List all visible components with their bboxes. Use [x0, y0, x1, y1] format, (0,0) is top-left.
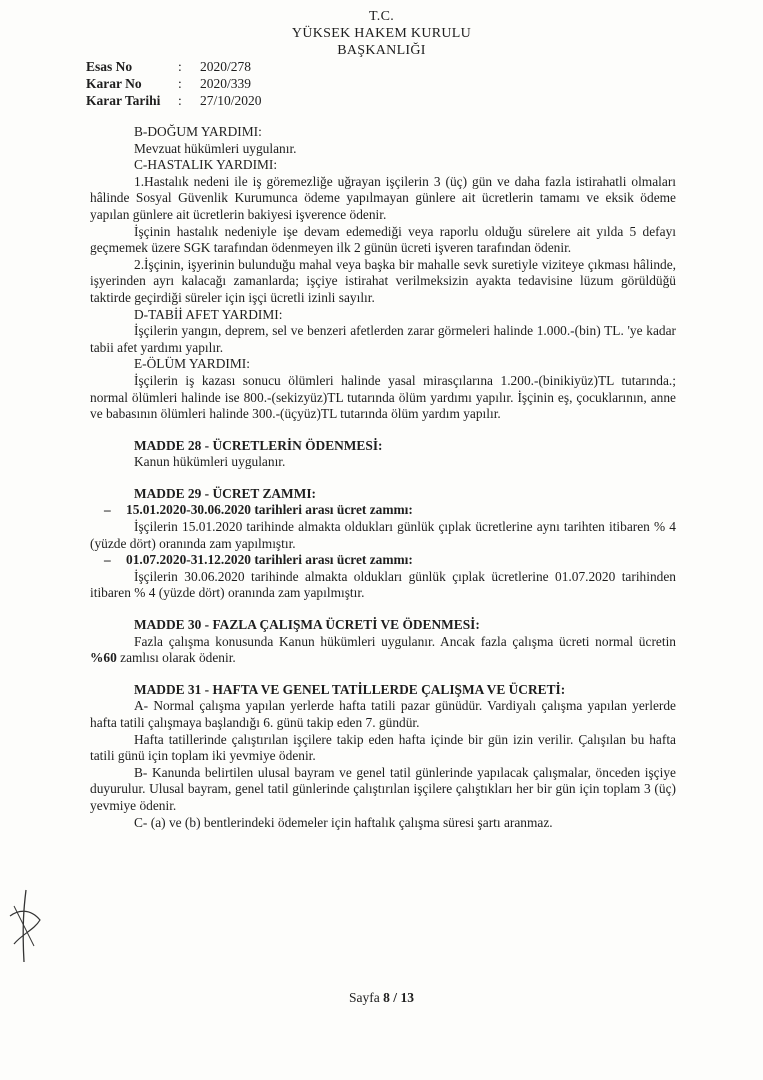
total-pages: 13: [400, 990, 414, 1005]
text-run-bold: %60: [90, 650, 117, 666]
paragraph: İşçilerin 30.06.2020 tarihinde almakta oldukları günlük çıplak ücretlerine 01.07.2020 tarihinden itibaren % 4 (yüzde dört) oranında zam yapılmıştır.: [90, 568, 676, 601]
section-heading: D-TABİİ AFET YARDIMI:: [134, 306, 283, 322]
paragraph: A- Normal çalışma yapılan yerlerde hafta tatili pazar günüdür. Vardiyalı çalışma yapılan yerlerde hafta tatili çalışmaya başlandığı 6. günü takip eden 7. gündür.: [90, 698, 676, 730]
meta-label: Esas No: [86, 59, 133, 74]
meta-row-karar: [86, 75, 262, 92]
meta-label: Karar Tarihi: [86, 93, 161, 108]
document-body: [90, 124, 676, 831]
paragraph: Hafta tatillerinde çalıştırılan işçilere takip eden hafta içinde bir gün izin verilir. Çalışılan bu hafta tatili günü için toplam iki yevmiye ödenir.: [90, 731, 676, 764]
paragraph: [90, 634, 676, 667]
footer-label: Sayfa: [349, 990, 384, 1005]
article-title-30: MADDE 30 - FAZLA ÇALIŞMA ÜCRETİ VE ÖDENMESİ:: [134, 617, 480, 633]
list-item-heading: – 01.07.2020-31.12.2020 tarihleri arası ücret zammı:: [90, 552, 676, 569]
meta-value: 27/10/2020: [200, 93, 262, 108]
paragraph: İşçinin hastalık nedeniyle işe devam edemediği veya raporlu olduğu sürelere ait yılda 5 defayı geçmemek üzere SGK tarafından ödenmeyen ilk 2 günün ücreti işveren tarafından ödenir.: [90, 223, 676, 256]
meta-row-tarih: [86, 92, 262, 109]
signature-mark: [4, 886, 48, 966]
paragraph: 1.Hastalık nedeni ile iş göremezliğe uğrayan işçilerin 3 (üç) gün ve daha fazla istirahatli olmaları hâlinde Sosyal Güvenlik Kurumunca ödeme yapılmayan günlere ait ücretlerin tamamı ve eksik ödeme yapılan günlere ait ücretlerin bakiyesi işverence ödenir.: [90, 173, 676, 222]
paragraph: İşçilerin 15.01.2020 tarihinde almakta oldukları günlük çıplak ücretlerine aynı tarihten itibaren % 4 (yüzde dört) oranında zam yapılmıştır.: [90, 519, 676, 551]
text-run: Fazla çalışma konusunda Kanun hükümleri uygulanır. Ancak fazla çalışma ücreti normal ücretin: [134, 633, 676, 649]
case-meta: [86, 58, 262, 109]
meta-colon: :: [178, 93, 182, 108]
list-item-heading: – 15.01.2020-30.06.2020 tarihleri arası ücret zammı:: [90, 502, 676, 519]
current-page: 8: [383, 990, 390, 1005]
paragraph: Kanun hükümleri uygulanır.: [134, 454, 286, 470]
header-tc: T.C.: [368, 9, 395, 24]
page-footer: [0, 990, 763, 1006]
header-department: BAŞKANLIĞI: [337, 43, 426, 58]
header-institution: YÜKSEK HAKEM KURULU: [291, 26, 472, 41]
text-run: zamlısı olarak ödenir.: [116, 650, 236, 666]
article-title-28: MADDE 28 - ÜCRETLERİN ÖDENMESİ:: [134, 437, 383, 453]
paragraph: İşçilerin iş kazası sonucu ölümleri halinde yasal mirasçılarına 1.200.-(binikiyüz)TL tutarında.; normal ölümleri halinde ise 800.-(sekizyüz)TL tutarında ölüm yardımı yapılır. İşçinin eş, çocuklarının, anne ve babasının ölümleri halinde 300.-(üçyüz)TL tutarında ölüm yardım yapılır.: [90, 372, 676, 422]
page-separator: /: [389, 990, 401, 1005]
paragraph: Mevzuat hükümleri uygulanır.: [134, 140, 297, 156]
meta-value: 2020/278: [200, 59, 252, 74]
paragraph: İşçilerin yangın, deprem, sel ve benzeri afetlerden zarar görmeleri halinde 1.000.-(bin) TL. 'ye kadar tabii afet yardımı yapılır.: [90, 323, 676, 355]
meta-colon: :: [178, 76, 182, 91]
article-title-29: MADDE 29 - ÜCRET ZAMMI:: [134, 485, 317, 501]
paragraph: 2.İşçinin, işyerinin bulunduğu mahal veya başka bir mahalle sevk suretiyle viziteye çıkması hâlinde, işyerinden ayrı kalacağı zamanlarda; işçiye istirahat verilmeksizin ayakta tedavisine lüzum görüldüğü taktirde geçirdiği süreler için işçi ücretli izinli sayılır.: [90, 256, 676, 305]
paragraph: C- (a) ve (b) bentlerindeki ödemeler için haftalık çalışma süresi şartı aranmaz.: [134, 814, 553, 830]
section-heading: C-HASTALIK YARDIMI:: [134, 157, 278, 173]
meta-label: Karar No: [86, 76, 142, 91]
document-header: [0, 8, 763, 59]
meta-value: 2020/339: [200, 76, 252, 91]
section-heading: B-DOĞUM YARDIMI:: [134, 124, 262, 139]
article-title-31: MADDE 31 - HAFTA VE GENEL TATİLLERDE ÇALIŞMA VE ÜCRETİ:: [134, 681, 566, 697]
section-heading: E-ÖLÜM YARDIMI:: [134, 356, 250, 372]
meta-colon: :: [178, 59, 182, 74]
paragraph: B- Kanunda belirtilen ulusal bayram ve genel tatil günlerinde yapılacak çalışmalar, önceden işçiye duyurulur. Ulusal bayram, genel tatil günlerinde çalıştırılan işçilere çalıştıkları her bir gün için toplam 3 (üç) yevmiye ödenir.: [90, 764, 676, 813]
meta-row-esas: [86, 58, 262, 75]
